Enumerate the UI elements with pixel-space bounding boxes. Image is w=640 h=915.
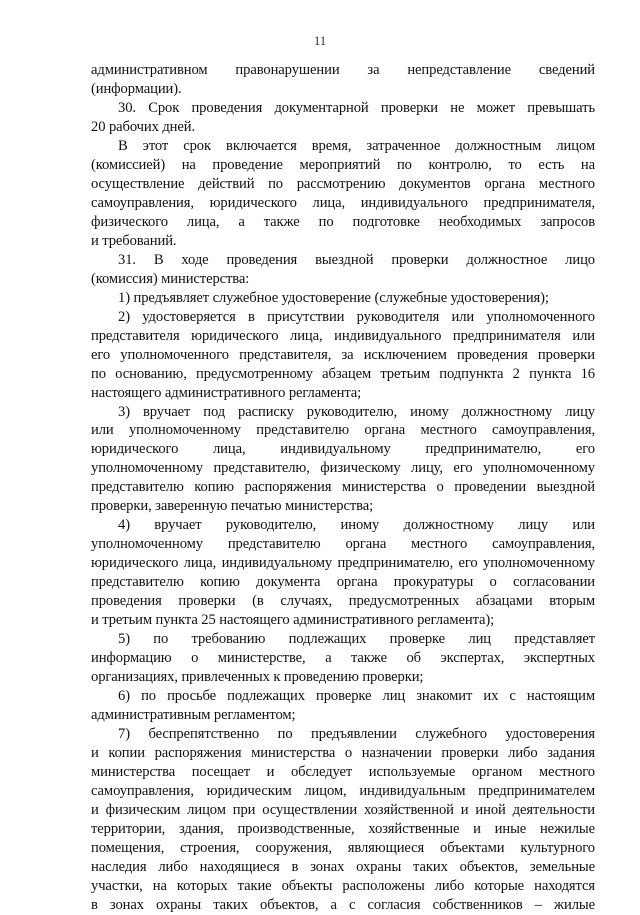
text-line: 3) вручает под расписку руководителю, иному должностному лицу <box>118 403 595 420</box>
text-line: проведения проверки (в случаях, предусмотренных абзацами вторым <box>91 593 595 610</box>
text-line: участки, на которых такие объекты расположены либо которые находятся <box>91 877 595 894</box>
text-line: 4) вручает руководителю, иному должностному лицу или <box>118 517 595 534</box>
text-line: 31. В ходе проведения выездной проверки должностное лицо <box>118 251 595 268</box>
text-line: физического лица, а также по подготовке необходимых запросов <box>91 213 595 230</box>
text-line: административном правонарушении за непредставление сведений <box>91 62 595 78</box>
text-line: проверки, заверенную печатью министерства; <box>91 498 374 515</box>
text-line: организациях, привлеченных к проведению проверки; <box>91 669 424 685</box>
text-line: самоуправления, юридическим лицом, индивидуальным предпринимателем <box>91 782 595 799</box>
text-line: его уполномоченного представителя, за исключением проведения проверки <box>91 346 595 363</box>
text-line: (информации). <box>91 81 182 97</box>
text-line: уполномоченному представителю, физическому лицу, его уполномоченному <box>91 460 595 477</box>
text-line: представителю копию документа органа прокуратуры о согласовании <box>91 574 595 591</box>
text-line: юридического лица, индивидуальному предпринимателю, его <box>91 441 595 458</box>
text-line: и требований. <box>91 232 177 249</box>
text-line: самоуправления, юридического лица, индивидуального предпринимателя, <box>91 194 595 211</box>
text-line: и физическим лицом при осуществлении хозяйственной и иной деятельности <box>91 801 595 818</box>
text-line: по основанию, предусмотренному абзацем третьим подпункта 2 пункта 16 <box>91 365 595 382</box>
text-line: территории, здания, производственные, хозяйственные и иные нежилые <box>91 820 595 837</box>
text-line: 2) удостоверяется в присутствии руководителя или уполномоченного <box>118 308 595 325</box>
text-line: административным регламентом; <box>91 707 296 723</box>
text-line: в зонах охраны таких объектов, а с согласия собственников – жилые <box>91 896 595 913</box>
text-line: 30. Срок проведения документарной проверки не может превышать <box>118 99 595 116</box>
text-line: или уполномоченному представителю органа местного самоуправления, <box>91 422 595 439</box>
text-line: 7) беспрепятственно по предъявлении служебного удостоверения <box>118 725 595 742</box>
text-line: юридического лица, индивидуальному предпринимателю, его уполномоченному <box>91 555 595 572</box>
text-line: представителю копию распоряжения министерства о проведении выездной <box>91 479 595 496</box>
text-line: осуществление действий по рассмотрению документов органа местного <box>91 175 595 192</box>
text-line: помещения, строения, сооружения, являющиеся объектами культурного <box>91 839 595 856</box>
text-line: (комиссия) министерства: <box>91 270 250 287</box>
text-line: и копии распоряжения министерства о назначении проверки либо задания <box>91 744 595 761</box>
text-line: 1) предъявляет служебное удостоверение (служебные удостоверения); <box>118 289 549 306</box>
text-line: и третьим пункта 25 настоящего административного регламента); <box>91 612 495 629</box>
text-line: наследия либо находящиеся в зонах охраны таких объектов, земельные <box>91 858 595 875</box>
page-number: 11 <box>313 33 327 48</box>
text-line: 20 рабочих дней. <box>91 118 196 135</box>
text-line: настоящего административного регламента; <box>91 384 362 401</box>
text-line: информацию о министерстве, а также об экспертах, экспертных <box>91 650 595 667</box>
text-line: министерства посещает и обследует используемые органом местного <box>91 763 595 780</box>
text-line: 5) по требованию подлежащих проверке лиц представляет <box>118 631 595 648</box>
text-line: представителя юридического лица, индивидуального предпринимателя или <box>91 327 595 344</box>
text-line: В этот срок включается время, затраченное должностным лицом <box>118 137 595 154</box>
text-line: уполномоченному представителю органа местного самоуправления, <box>91 536 595 553</box>
text-line: (комиссией) на проведение мероприятий по контролю, то есть на <box>91 156 595 173</box>
text-line: 6) по просьбе подлежащих проверке лиц знакомит их с настоящим <box>118 688 595 704</box>
